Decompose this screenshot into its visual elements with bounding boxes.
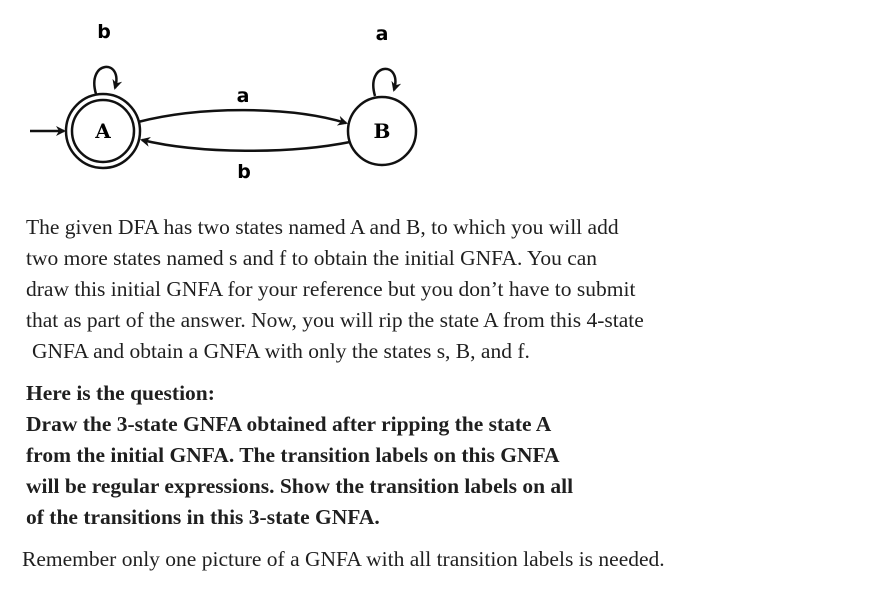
state-a-label: A [95,119,111,143]
dfa-diagram [0,0,871,200]
intro-line: The given DFA has two states named A and B, to which you will add [26,215,619,239]
self-loop-b-label: a [375,23,389,45]
edge-b-to-a-label: b [237,161,251,183]
question-heading: Here is the question: [26,381,215,405]
question-line: Draw the 3-state GNFA obtained after ripping the state A [26,412,552,436]
intro-line: GNFA and obtain a GNFA with only the states s, B, and f. [32,339,530,363]
state-b-label: B [373,119,391,143]
reminder-text: Remember only one picture of a GNFA with all transition labels is needed. [22,547,665,571]
edge-a-to-b-label: a [236,85,250,107]
question-line: will be regular expressions. Show the transition labels on all [26,474,574,498]
question-line: of the transitions in this 3-state GNFA. [26,505,380,529]
intro-line: draw this initial GNFA for your reference but you don’t have to submit [26,277,636,301]
self-loop-a [94,67,116,94]
question-line: from the initial GNFA. The transition labels on this GNFA [26,443,560,467]
intro-line: two more states named s and f to obtain the initial GNFA. You can [26,246,598,270]
state-b [348,97,416,165]
question-paragraph [26,378,826,533]
self-loop-a-label: b [97,21,111,43]
intro-paragraph [26,212,826,367]
edge-a-to-b [138,110,346,123]
edge-b-to-a [142,140,350,151]
intro-line: that as part of the answer. Now, you will rip the state A from this 4-state [26,308,644,332]
state-a [66,94,140,168]
self-loop-b [373,69,395,96]
